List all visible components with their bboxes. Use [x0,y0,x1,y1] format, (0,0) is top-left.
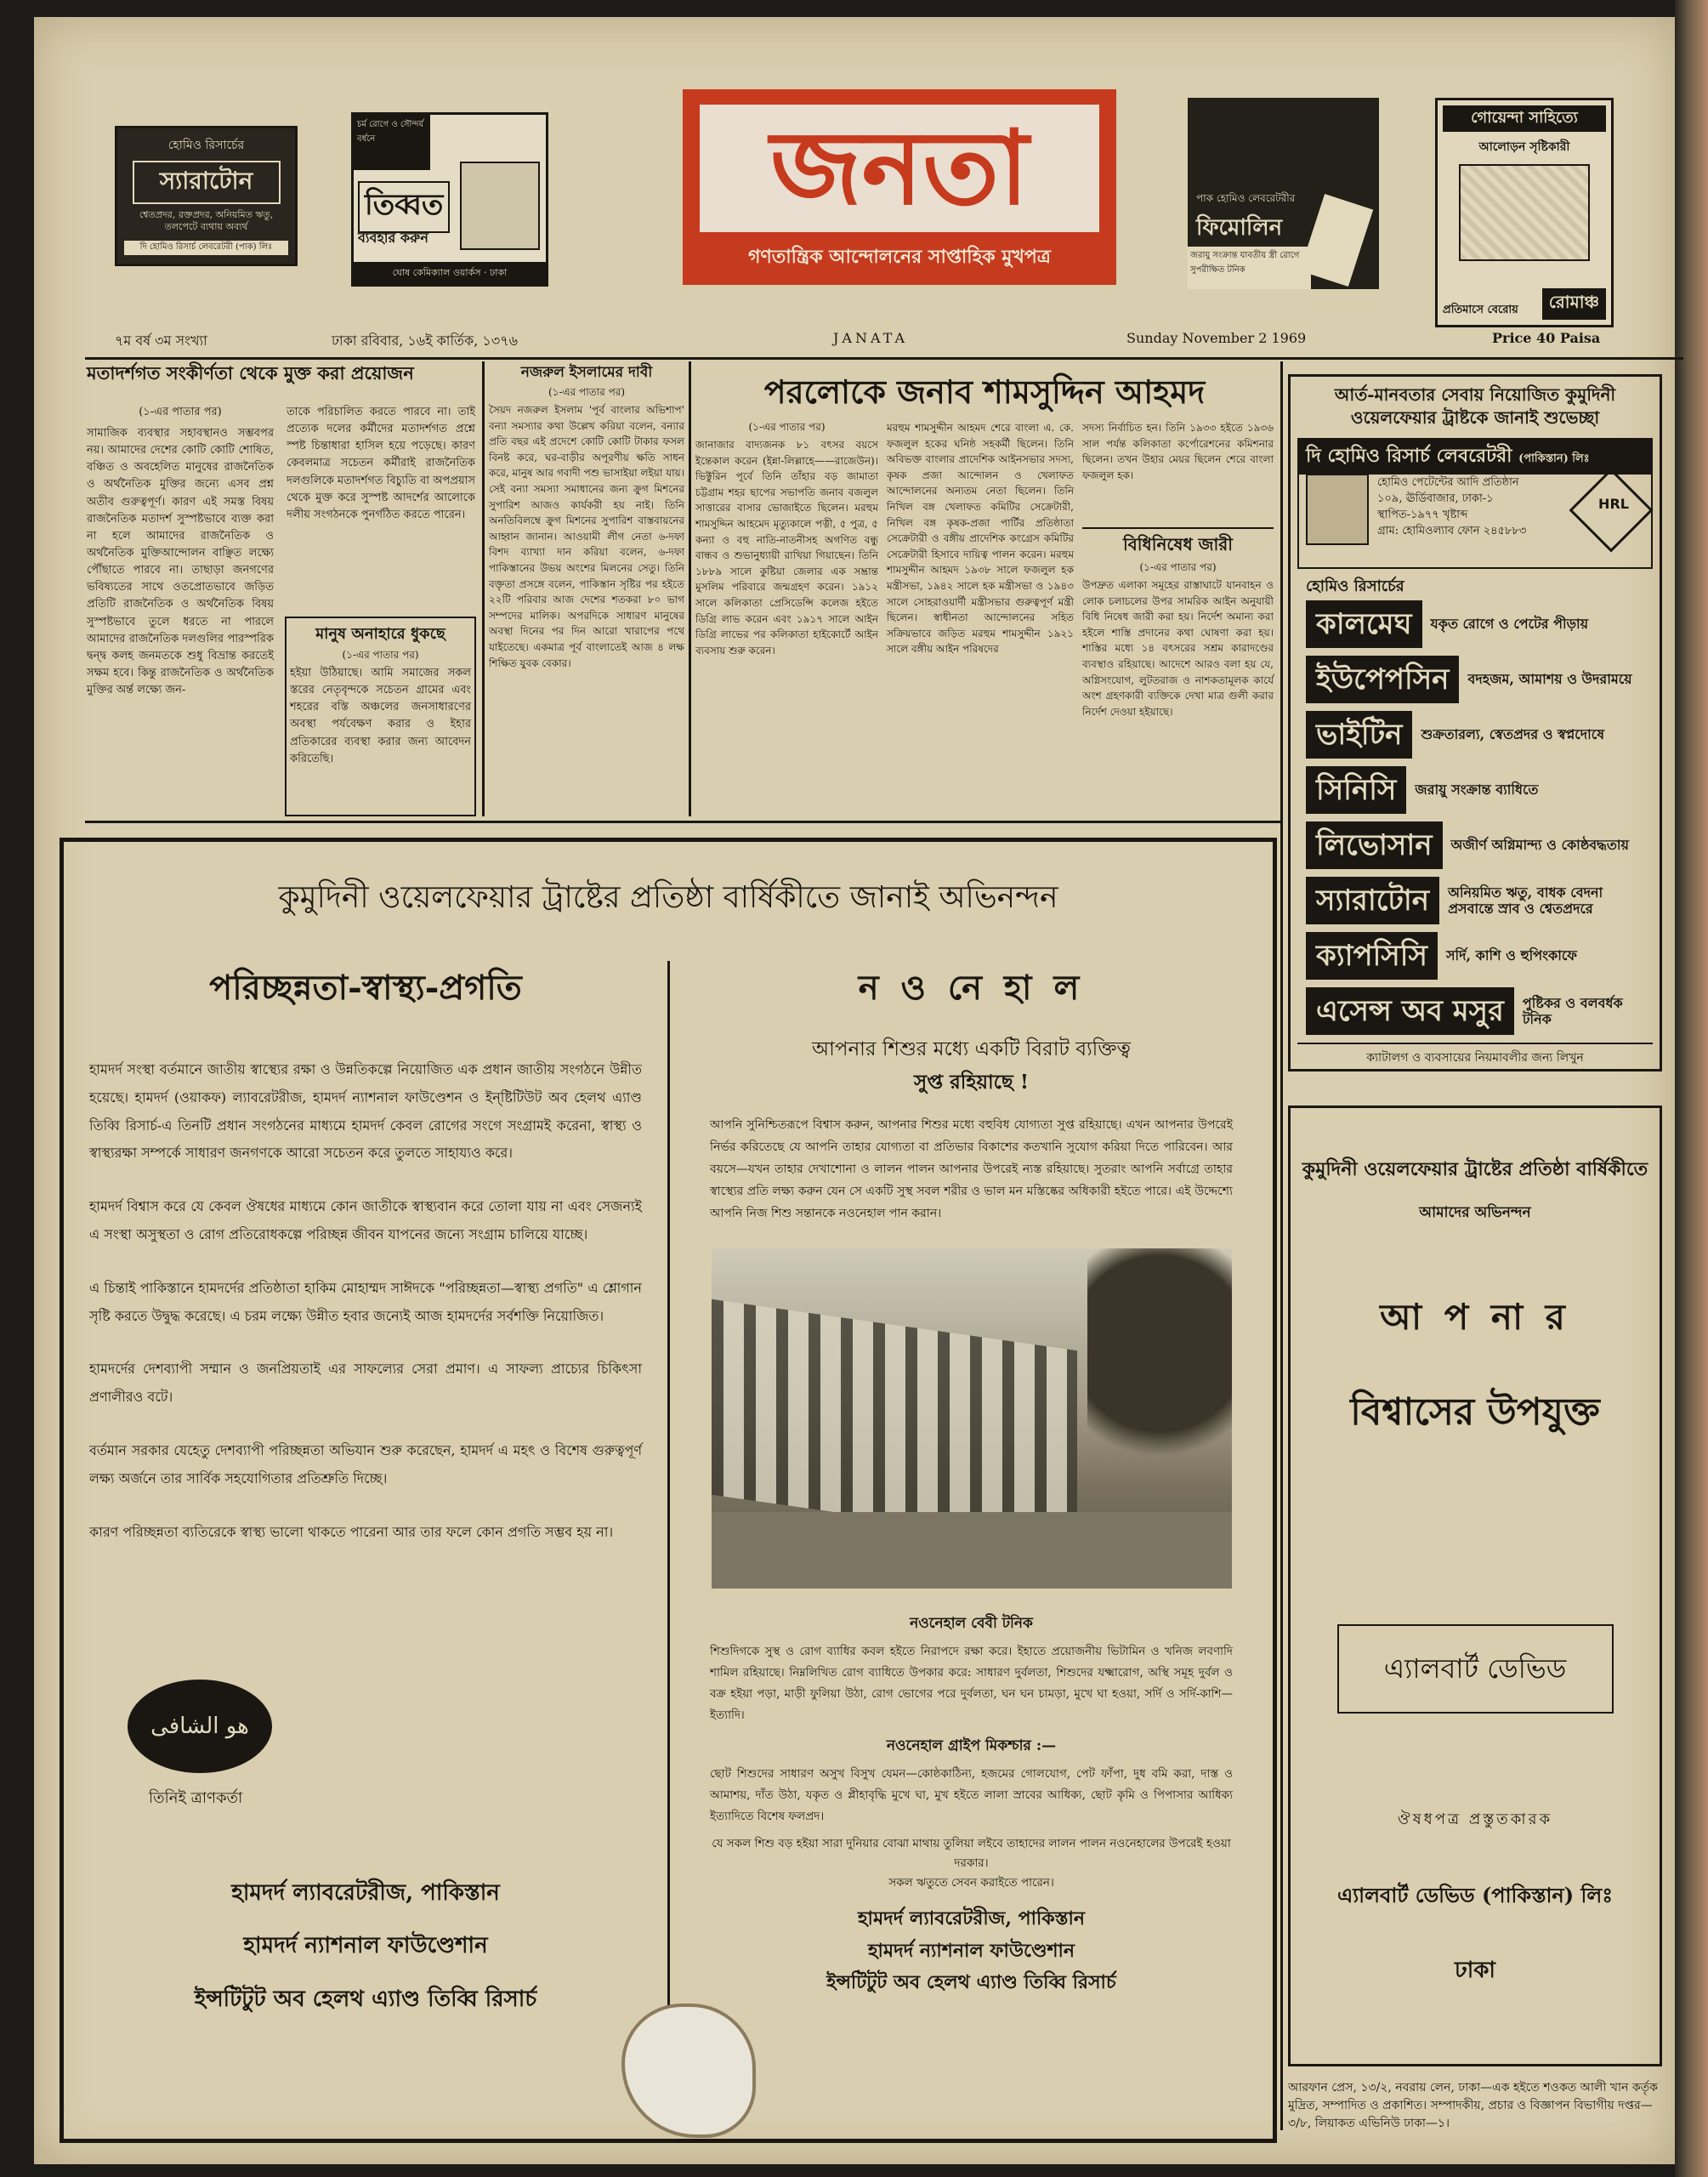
saraton-top-ad [115,126,298,266]
article-hunger-title: মানুষ অনাহারে ধুকছে [315,625,445,643]
article-obituary-text2: মরহুম শামসুদ্দীন আহমদ শেরে বাংলা এ. কে. ফজলুল হকের ঘনিষ্ঠ সহকর্মী ছিলেন। তিনি অবিভক্ত বাংলার প্রাদেশিক আইনসভার সদস্য, কৃষক প্রজা আন্দোলন ও খেলাফত আন্দোলনের অন্যতম নেতা ছিলেন। তিনি নিখিল বঙ্গ খেলাফত কমিটির সেক্রেটারী, নিখিল বঙ্গ কৃষক-প্রজা পার্টির প্রতিষ্ঠাতা সেক্রেটারী ও বঙ্গীয় প্রাদেশিক কংগ্রেস কমিটির সেক্রেটারী হিসাবে দায়িত্ব পালন করেন। মরহুম শামসুদ্দীন আহমদ ১৯৩৮ সালে ফজলুল হক মন্ত্রীসভা, ১৯৪২ সালে হক মন্ত্রীসভা ও ১৯৪৩ সালে সোহরাওয়ার্দী মন্ত্রীসভার গুরুত্বপূর্ণ মন্ত্রী ছিলেন। স্বাধীনতা আন্দোলনের সহিত সক্রিয়ভাবে জড়িত মরহুম শামসুদ্দীন ১৯২১ সালে বঙ্গীয় আইন পরিষদের [887,422,1074,656]
homeo-ad-header: আর্ত-মানবতার সেবায় নিয়োজিত কুমুদিনী ওয়েলফেয়ার ট্রাষ্টকে জানাই শুভেচ্ছা [1334,384,1616,428]
article-obituary-title: পরলোকে জনাব শামসুদ্দিন আহমদ [763,372,1206,411]
tree [1087,1248,1232,1486]
product-row [1306,821,1650,869]
price: Price 40 Paisa [1492,330,1601,346]
romancha-line1: গোয়েন্দা সাহিত্যে [1443,105,1606,132]
hamdard-left-footer-1: হামদর্দ ল্যাবরেটরীজ, পাকিস্তান [231,1880,500,1906]
homeo-company-panel [1297,438,1653,569]
article-obituary-cont: (১-এর পাতার পর) [748,421,826,433]
albert-brand-box: এ্যালবার্ট ডেভিড [1337,1624,1614,1714]
article-obituary-text3: সদস্য নির্বাচিত হন। তিনি ১৯৩৩ হইতে ১৯৩৬ সাল পর্যন্ত কলিকাতা কর্পোরেশনের কমিশনার ছিলেন। তখন উহার মেয়র ছিলেন শেরে বাংলা ফজলুল হক। [1082,422,1274,481]
founder-portrait [1306,474,1369,545]
hamdard-seal-caption: তিনিই ত্রাণকর্তা [149,1789,243,1807]
date-bengali: ঢাকা রবিবার, ১৬ই কার্তিক, ১৩৭৬ [332,333,518,349]
article-restrictions-text: উপদ্রুত এলাকা সমূহের রাস্তাঘাটে যানবাহন ও লোক চলাচলের উপর সামরিক আইন অনুযায়ী বিধি নিষেধ জারী করা হয়। নির্দেশ অমান্য করা হইলে শাস্তি প্রদানের কথা ঘোষণা করা হয়। শাস্তির মধ্যে ১৪ বৎসরের সশ্রম কারাদণ্ডের ব্যবস্থাও রহিয়াছে। আদেশে আরও বলা হয় যে, অগ্নিসংযোগ, লুটতরাজ ও নাশকতামূলক কার্যে অংশ গ্রহণকারী ব্যক্তিকে দেখা মাত্র গুলী করার নির্দেশ দেওয়া হইয়াছে। [1082,579,1274,718]
product-name: ভাইটিন [1306,711,1412,759]
article-nazrul [489,361,684,821]
imprint: আরফান প্রেস, ১৩/২, নবরায় লেন, ঢাকা—এক হইতে শওকত আলী খান কর্তৃক মুদ্রিত, সম্পাদিত ও প্রকাশিত। সম্পাদকীয়, প্রচার ও বিজ্ঞাপন বিভাগীয় দপ্তর—৩/৮, লিয়াকত এভিনিউ ঢাকা—১। [1288,2081,1658,2130]
product-row [1306,766,1650,814]
product-row [1306,600,1650,648]
building-photo [712,1248,1232,1589]
hamdard-seal-logo: هو الشافى [128,1680,272,1773]
hamdard-divider [667,961,670,2122]
newspaper-page [34,17,1675,2164]
product-description: সর্দি, কাশি ও হুপিংকাফে [1445,947,1577,964]
gripe-text: ছোট শিশুদের সাধারণ অসুখ বিসুখ যেমন—কোষ্ঠকাঠিন্য, হজমের গোলযোগ, পেট ফাঁপা, দুধ বমি করা, দাস্ত ও আমাশয়, দাঁত উঠা, যকৃত ও প্লীহাবৃদ্ধি মুখে ঘা, মুখ হইতে লালা স্রাবের আধিক্য, ছোট কৃমি ও পিপাসার আধিক্য ইত্যাদিতে বিশেষ ফলপ্রদ। [710,1767,1233,1824]
product-description: শুক্রতারল্য, স্বেতপ্রদর ও স্বপ্নদোষে [1421,726,1605,743]
tonic-text: শিশুদিগকে সুস্থ ও রোগ ব্যাধির কবল হইতে নিরাপদে রক্ষা করে। ইহাতে প্রয়োজনীয় ভিটামিন ও খনিজ লবণাদি শামিল রহিয়াছে। নিম্নলিখিত রোগ ব্যাধিতে উপকার করে: সাধারণ দুর্বলতা, শিশুদের যক্ষ্মারোগ, অস্থি সমূহ দুর্বল ও বক্র হইয়া পড়া, মাড়ী ফুলিয়া উঠা, রোগ ভোগের পরে দুর্বলতা, ঘন ঘন চামড়া, মুখে ঘা হওয়া, সর্দি ও সর্দি-কাশি—ইত্যাদি। [710,1645,1233,1723]
masthead-title: জনতা [700,105,1099,232]
article-restrictions-title: বিধিনিষেধ জারী [1122,534,1234,554]
hamdard-left-footer-2: হামদর্দ ন্যাশনাল ফাউণ্ডেশান [243,1933,488,1959]
hamdard-left-col [89,961,642,1546]
romancha-illustration [1459,164,1590,261]
homeo-ad-footer: ক্যাটালগ ও ব্যবসায়ের নিয়মাবলীর জন্য লিখুন [1297,1043,1653,1068]
albert-company: এ্যালবার্ট ডেভিড (পাকিস্তান) লিঃ [1336,1883,1614,1907]
tibbat-name: তিব্বত [358,181,450,233]
article-restrictions [1082,527,1274,818]
homeo-company-name: দি হোমিও রিসার্চ লেবরেটরী [1306,445,1512,467]
masthead-tagline: গণতান্ত্রিক আন্দোলনের সাপ্তাহিক মুখপত্র [748,246,1051,268]
column-rule [689,361,691,816]
gripe-title: নওনেহাল গ্রাইপ মিকশ্চার :— [886,1737,1057,1755]
femolin-line2: জরায়ু সংক্রান্ত যাবতীয় স্ত্রী রোগে সুপরীক্ষিত টনিক [1188,247,1311,289]
albert-line2: বিশ্বাসের উপযুক্ত [1350,1390,1600,1434]
article-nazrul-title: নজরুল ইসলামের দাবী [520,364,653,381]
product-name: লিভোসান [1306,821,1443,869]
homeo-research-ad [1288,374,1662,1071]
article-restrictions-cont: (১-এর পাতার পর) [1139,561,1217,573]
hamdard-para-3: এ চিন্তাই পাকিস্তানে হামদর্দের প্রতিষ্ঠাতা হাকিম মোহাম্মদ সাঈদকে "পরিচ্ছন্নতা—স্বাস্থ্য প্রগতি" এ শ্লোগান সৃষ্টি করতে উদ্বুদ্ধ করেছে। এ চরম লক্ষ্যে উন্নীত হবার জন্যেই আজ হামদর্দের সর্বশক্তি নিয়োজিত। [89,1279,642,1324]
saraton-top-line1: হোমিও রিসার্চের [167,139,245,152]
product-name: এসেন্স অব মসুর [1306,987,1514,1035]
homeo-addr3: স্থাপিত-১৯৭৭ খৃষ্টাব্দ [1377,508,1468,521]
hamdard-left-title: পরিচ্ছন্নতা-স্বাস্থ্য-প্রগতি [209,968,522,1008]
naunehal-sub2: সুপ্ত রহিয়াছে ! [914,1071,1029,1094]
albert-header2: আমাদের অভিনন্দন [1419,1204,1531,1221]
naunehal-sub1: আপনার শিশুর মধ্যে একটি বিরাট ব্যক্তিত্ব [812,1038,1131,1060]
gripe-note2: সকল ঋতুতে সেবন করাইতে পারেন। [888,1876,1054,1890]
article-obituary-text1: জানাজার বাদ্যজনক ৮১ বৎসর বয়সে ইন্তেকাল করেন (ইন্না-লিল্লাহে——রাজেউন)। ভিক্টুরিন পূর্বে তিনি তাঁহার বড় জামাতা চট্টগ্রাম শহর ছাপের সভাপতি জনাব বজলুল সাত্তারের বাসার ভোজাইতে ছিলেন। মরহুম শামসুদ্দিন আহমেদ মৃত্যুকালে পত্নী, ৫ পুত্র, ৫ কন্যা ও বহু নাতি-নাতনীসহ অগণিত বন্ধু বান্ধব ও শুভানুধ্যায়ী রাখিয়া গিয়াছেন। তিনি ১৮৮৯ সালে কুষ্টিয়া জেলার এক সম্ভ্রান্ত মুসলিম পরিবারে জন্মগ্রহণ করেন। ১৯১২ সালে কলিকাতা প্রেসিডেন্সি কলেজ হইতে ডিগ্রি লাভ করেন এবং ১৯১৭ সালে আইন ডিগ্রি লাভের পর কলিকাতা হাইকোর্টে আইন ব্যবসায় শুরু করেন। [695,439,878,657]
product-description: পুষ্টিকর ও বলবর্ধক টনিক [1522,994,1623,1027]
albert-david-ad [1288,1106,1662,2066]
hamdard-right-footer-2: হামদর্দ ন্যাশনাল ফাউণ্ডেশান [867,1939,1075,1962]
naunehal-para: আপনি সুনিশ্চিতরূপে বিশ্বাস করুন, আপনার শিশুর মধ্যে বহুবিধ যোগ্যতা সুপ্ত রহিয়াছে। এখন আপনার উপরেই নির্ভর করিতেছে যে আপনি তাহার যোগ্যতা বা প্রতিভার বিকাশের কতখানি সুযোগ করিয়া দিতে পারিবেন। আর বয়সে—যখন তাহার দেখাশোনা ও লালন পালন আপনার উপরেই ন্যস্ত রহিয়াছে। সুতরাং আপনি সর্বাগ্রে তাহার স্বাস্থ্যের প্রতি লক্ষ্য করুন যেন সে একটি সুস্থ সবল শরীর ও ভাল মন মস্তিষ্কের অধিকারী হইতে পারে। এই উদ্দেশ্যে আপনি নিজ শিশু সন্তানকে নওনেহাল পান করান। [710,1118,1233,1220]
article-ideology-cont: (১-এর পাতার পর) [139,406,222,418]
hrl-logo: HRL [1598,496,1629,512]
romancha-line2: আলোড়ন সৃষ্টিকারী [1478,140,1570,154]
article-ideology-text2: তাকে পরিচালিত করতে পারবে না। তাই প্রত্যেক দলের কর্মীদের মতাদর্শগত প্রশ্নে স্পষ্ট চিন্তাধারা হাসিল হয়ে পড়েছে। কারণ কেবলমাত্র সচেতন কর্মীরাই রাজনৈতিক দলগুলিকে মতাদর্শগত বিচ্যুতি বা অপপ্রয়াস থেকে মুক্ত করে সুস্পষ্ট আদর্শের আলোকে দলীয় সংগঠনকে পুনর্গঠিত করতে পারেন। [287,406,475,521]
product-description: অজীর্ণ অগ্নিমান্দ্য ও কোষ্ঠবদ্ধতায় [1450,837,1629,854]
hamdard-para-2: হামদর্দ বিশ্বাস করে যে কেবল ঔষধের মাধ্যমে কোন জাতীকে স্বাস্থ্যবান করে তোলা যায় না এবং সেজন্যই এ সংস্থা অসুস্থতা ও রোগ প্রতিরোধকল্পে পরিচ্ছন্ন জীবন যাপনের জন্যে সংগ্রাম চালিয়ে যাচ্ছে। [89,1198,642,1242]
hamdard-para-5: বর্তমান সরকার যেহেতু দেশব্যাপী পরিচ্ছন্নতা অভিযান শুরু করেছেন, হামদর্দ এ মহৎ ও বিশেষ গুরুত্বপূর্ণ লক্ষ্য অর্জনে তার সার্বিক সহযোগিতার প্রতিশ্রুতি দিচ্ছে। [89,1441,642,1486]
tibbat-cta: ব্যবহার করুন [358,230,428,246]
dateline [85,325,1683,355]
product-name: ক্যাপসিসি [1306,932,1438,980]
hamdard-para-4: হামদর্দের দেশব্যাপী সম্মান ও জনপ্রিয়তাই এর সাফল্যের সেরা প্রমাণ। এ সাফল্য প্রাচ্যের চিকিৎসা প্রণালীরও বটে। [89,1361,642,1406]
product-description: জরায়ু সংক্রান্ত ব্যাধিতে [1415,782,1539,799]
romancha-line3: প্রতিমাসে বেরোয় [1443,304,1518,317]
romancha-name: রোমাঞ্চ [1542,288,1606,320]
tibbat-footer: ঘোষ কেমিক্যাল ওয়ার্কস · ঢাকা [354,262,546,284]
saraton-top-name: স্যারাটোন [133,161,281,204]
hamdard-right-col [689,961,1254,1998]
albert-city: ঢাকা [1455,1958,1495,1983]
tonic-title: নওনেহাল বেবী টনিক [910,1615,1033,1633]
product-name: ইউপেপসিন [1306,656,1459,703]
product-row [1306,711,1650,759]
product-name: স্যারাটোন [1306,877,1439,924]
article-hunger-text: হইয়া উঠিয়াছে। আমি সমাজের সকল স্তরের নেতৃবৃন্দকে সচেতন গ্রামের এবং শহরের বস্তি অঞ্চলের জনসাধারণের অবস্থা পর্যবেক্ষণ করার ও ইহার প্রতিকারের ব্যবস্থা করার জন্য আবেদন করিতেছি। [290,667,471,765]
article-hunger-cont: (১-এর পাতার পর) [342,649,419,661]
product-row [1306,877,1650,924]
hamdard-right-footer-3: ইন্সটিটুট অব হেলথ এ্যাণ্ড তিব্বি রিসার্চ [826,1970,1116,1993]
english-title: JANATA [833,330,908,346]
product-row [1306,932,1650,980]
homeo-addr2: ১০৯, ঊর্ডিবাজার, ঢাকা-১ [1377,492,1494,505]
hamdard-para-1: হামদর্দ সংস্থা বর্তমানে জাতীয় স্বাস্থ্যের রক্ষা ও উন্নতিকল্পে নিয়োজিত এক প্রধান জাতীয় সংগঠনে উন্নীত হয়েছে। হামদর্দ (ওয়াকফ) ল্যাবরেটরীজ, হামদর্দ ন্যাশনাল ফাউণ্ডেশন ও ইন্‌ষ্টিটিউট অব হেলথ এ্যাণ্ড তিব্বি রিসার্চ-এ তিনটি প্রধান সংগঠনের মাধ্যমে হামদর্দ কেবল রোগের সংগে সংগ্রামই করেনা, স্বাস্থ্য ও স্বাস্থ্যরক্ষা সম্পর্কে সাধারণ জনগণকে আরো সচেতন করে তুলতে সাহায্যও করে। [89,1061,642,1162]
homeo-company-suffix: (পাকিস্তান) লিঃ [1518,452,1590,465]
article-nazrul-cont: (১-এর পাতার পর) [548,386,626,398]
article-ideology-title: মতাদর্শগত সংকীর্ণতা থেকে মুক্ত করা প্রয়োজন [87,362,414,384]
naunehal-title: ন ও নে হা ল [858,968,1085,1008]
product-row [1306,987,1650,1035]
article-ideology-text1: সামাজিক ব্যবস্থার সহাবস্থানও সম্ভবপর নয়। আমাদের দেশের কোটি কোটি শোষিত, বঞ্চিত ও অবহেলিত মানুষের রাজনৈতিক ও অর্থনৈতিক মুক্তির জন্যে এসব প্রশ্ন অতীব গুরুত্বপূর্ণ। কারণ এই সমস্ত বিষয় রাজনৈতিক মতাদর্শ সুস্পষ্টভাবে ব্যক্ত করা না হলে আমাদের রাজনৈতিক ও অর্থনৈতিক মুক্তিআন্দোলন বাঞ্ছিত লক্ষ্যে পৌঁছাতে পারবে না। তাছাড়া জনগণের ভবিষ্যতের সাথে ওতপ্রোতভাবে জড়িত প্রতিটি রাজনৈতিক ও অর্থনৈতিক বিষয় সুস্পষ্টভাবে তুলে ধরতে না পারলে আমাদের রাজনৈতিক দলগুলির পারস্পরিক দ্বন্দ্ব কলহ জনমতকে শুধু বিভ্রান্ত করতেই সক্ষম হবে। কিন্তু রাজনৈতিক ও অর্থনৈতিক মুক্তির অর্ন্ত লক্ষ্যে জন- [87,427,274,697]
hamdard-right-footer-1: হামদর্দ ল্যাবরেটরীজ, পাকিস্তান [858,1907,1085,1930]
saraton-top-line3: দি হোমিও রিসার্চ লেবরেটরী (পাক) লিঃ [124,241,288,255]
homeo-addr4: গ্রাম: হোমিওল্যাব ফোন ২৪৫৮৮৩ [1377,524,1527,537]
article-nazrul-text: সৈয়দ নজরুল ইসলাম 'পূর্ব বাংলার অভিশাপ' বন্যা সমস্যার কথা উল্লেখ করিয়া বলেন, বন্যার প্রতি বছর এই প্রদেশে কোটি কোটি টাকার ফসল বিনষ্ট করে, ঘর-বাড়ীর অপূরণীয় ক্ষতি সাধন করে, মানুষ আর গবাদী পশু ভাসাইয়া লইয়া যায়। সেই বন্যা সমস্যা সমাধানের জন্য ক্রুগ মিশনের সুপারিশ আজও কার্যকরী হয় নাই। তিনি অনতিবিলম্বে ক্রুগ মিশনের সুপারিশ বাস্তবায়নের আহ্বান জানান। আওয়ামী লীগ নেতা ৬-দফা বিশদ ব্যাখ্যা দান করিয়া বলেন, ৬-দফা পাকিস্তানের উভয় অংশের মিলনের সেতু। তিনি বক্তৃতা প্রসঙ্গে বলেন, পাকিস্তান সৃষ্টির পর হইতে ২২টি পরিবার আজ দেশের শতকরা ৮০ ভাগ সম্পদের মালিক। অপরদিকে সাধারণ মানুষের অবস্থা দিনের পর দিন আরো খারাপের পথে যাইতেছে। একমাত্র পূর্ব বাংলাতেই আজ ৪ লক্ষ শিক্ষিত যুবক বেকার। [489,404,684,669]
right-column-rule [1280,361,1283,2130]
lawn [712,1512,1232,1589]
articles-bottom-rule [85,821,1282,823]
product-description: যকৃত রোগে ও পেটের পীড়ায় [1430,616,1589,633]
homeo-addr1: হোমিও পেটেন্টের আদি প্রতিষ্ঠান [1377,476,1519,489]
tibbat-product-box-image [460,162,540,250]
femolin-name: ফিমোলিন [1196,215,1283,241]
hamdard-para-6: কারণ পরিচ্ছন্নতা ব্যতিরেকে স্বাস্থ্য ভালো থাকতে পারেনা আর তার ফলে কোন প্রগতি সম্ভব হয় না। [89,1523,614,1540]
homeo-products-list [1297,600,1653,1043]
saraton-top-line2: শ্বেতপ্রদর, রক্তপ্রদর, অনিয়মিত ঋতু, তলপেটে ব্যথায় অব্যর্থ [139,209,274,233]
date-english: Sunday November 2 1969 [1126,330,1307,346]
homeo-brand-line: হোমিও রিসার্চের [1306,577,1404,595]
product-row [1306,656,1650,703]
product-name: সিনিসি [1306,766,1406,814]
issue-number: ৭ম বর্ষ ৩ম সংখ্যা [115,333,207,349]
column-rule [482,361,485,816]
hamdard-headline: কুমুদিনী ওয়েলফেয়ার ট্রাষ্টের প্রতিষ্ঠা বার্ষিকীতে জানাই অভিনন্দন [278,880,1058,915]
tibbat-top-ad [351,112,548,287]
dateline-rule [85,357,1683,360]
product-description: বদহজম, আমাশয় ও উদরাময়ে [1467,671,1632,688]
albert-maker: ঔষধপত্র প্রস্তুতকারক [1397,1810,1553,1828]
hamdard-ad [60,838,1277,2143]
building-facade [712,1299,1077,1546]
masthead-block [683,89,1116,285]
gripe-note1: যে সকল শিশু বড় হইয়া সারা দুনিয়ার বোঝা মাথায় তুলিয়া লইবে তাহাদের লালন পালন নওনেহালের উপরেই হওয়া দরকার। [712,1837,1231,1871]
femolin-line1: পাক হোমিও লেবরেটরীর [1196,192,1296,204]
albert-header1: কুমুদিনী ওয়েলফেয়ার ট্রাষ্টের প্রতিষ্ঠা বার্ষিকীতে [1302,1158,1648,1180]
femolin-top-ad [1188,98,1379,289]
article-hunger [285,617,476,816]
product-description: অনিয়মিত ঋতু, বাধক বেদনা প্রসবান্তে স্রাব ও শ্বেতপ্রদরে [1448,884,1603,917]
romancha-top-ad [1435,98,1614,327]
albert-line1: আ প না র [1380,1296,1570,1338]
hamdard-left-footer-3: ইন্সটিটুট অব হেলথ এ্যাণ্ড তিব্বি রিসার্চ [194,1986,537,2012]
product-name: কালমেঘ [1306,600,1422,648]
tibbat-top-line: চর্ম রোগে ও সৌন্দর্য বর্ধনে [354,115,430,170]
